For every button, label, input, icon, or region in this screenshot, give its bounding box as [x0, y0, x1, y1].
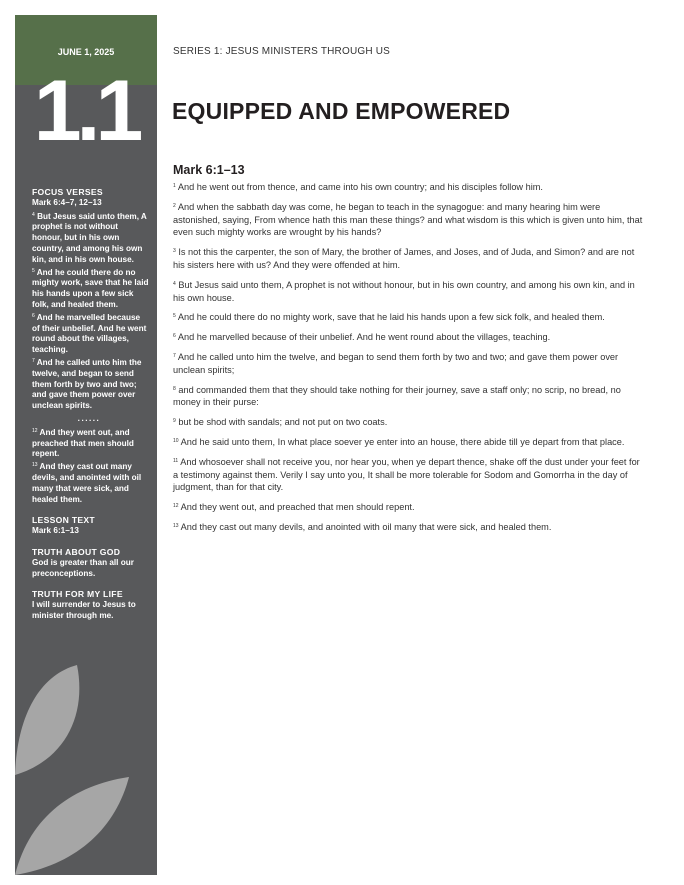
verse-number: 4 [173, 280, 176, 287]
lesson-title: EQUIPPED AND EMPOWERED [172, 98, 511, 124]
passage-verse [173, 350, 643, 377]
verse-number: 2 [173, 202, 176, 209]
lesson-number: 1.1 [33, 63, 139, 159]
verse-number: 7 [32, 357, 35, 364]
verse-separator: ...... [77, 413, 101, 423]
verse-text: Is not this the carpenter, the son of Mary, the brother of James, and Joses, and of Juda, and Simon? and are not his sisters here with us? And they were offended at him. [173, 247, 635, 270]
passage-verse [173, 500, 643, 514]
verse-number: 5 [32, 267, 35, 274]
verse-number: 6 [173, 333, 176, 340]
verse-text: And they cast out many devils, and anointed with oil many that were sick, and healed them. [180, 521, 552, 532]
truth-for-my-life-heading: TRUTH FOR MY LIFE [32, 589, 123, 600]
passage-verse [173, 200, 643, 239]
verse-number: 7 [173, 352, 176, 359]
verse-text: but be shod with sandals; and not put on two coats. [178, 417, 388, 428]
verse-text: And when the sabbath day was come, he began to teach in the synagogue: and many hearing him were astonished, saying, From whence hath this man these things? and what wisdom is this which is given unto him, that even such mighty works are wrought by his hands? [173, 201, 643, 238]
verse-text: And he called unto him the twelve, and began to send them forth by two and two; and gave them power over unclean spirits; [173, 351, 619, 375]
verse-text: And he said unto them, In what place soever ye enter into an house, there abide till ye depart from that place. [180, 436, 625, 447]
passage-verse [173, 330, 643, 344]
verse-text: And whosoever shall not receive you, nor hear you, when ye depart thence, shake off the dust under your feet for a testimony against them. Verily I say unto you, It shall be more tolerable for Sodom and Gomorrha in the day of judgment, than for that city. [173, 456, 640, 493]
passage-verse [173, 310, 643, 324]
verse-number: 12 [173, 503, 179, 510]
verse-number: 9 [173, 418, 176, 425]
verse-text: And he went out from thence, and came into his own country; and his disciples follow him. [177, 182, 543, 192]
verse-text: And he could there do no mighty work, save that he laid his hands upon a few sick folk, and healed them. [32, 267, 149, 309]
verse-number: 1 [173, 183, 176, 189]
verse-text: And he called unto him the twelve, and began to send them forth by two and two; and gave them power over unclean spirits. [32, 357, 142, 411]
truth-for-my-life-text: I will surrender to Jesus to minister through me. [32, 600, 136, 620]
verse-text: But Jesus said unto them, A prophet is not without honour, but in his own country, and among his own kin, and in his own house. [173, 279, 635, 303]
verse-number: 8 [173, 385, 176, 392]
leaf-decoration-icon [15, 15, 157, 875]
verse-text: And he marvelled because of their unbelief. And he went round about the villages, teaching. [32, 312, 147, 355]
focus-verses-reference: Mark 6:4–7, 12–13 [32, 197, 102, 207]
passage-verse [173, 278, 643, 305]
verse-text: And he could there do no mighty work, save that he laid his hands upon a few sick folk, and healed them. [177, 312, 605, 323]
verse-number: 13 [173, 522, 179, 529]
sidebar [15, 15, 157, 875]
verse-text: and commanded them that they should take nothing for their journey, save a staff only; no scrip, no bread, no money in their purse: [173, 384, 621, 408]
verse-number: 13 [32, 462, 38, 469]
verse-text: And they went out, and preached that men should repent. [180, 502, 415, 513]
verse-text: And he marvelled because of their unbelief. And he went round about the villages, teaching. [177, 332, 551, 343]
verse-number: 11 [173, 457, 179, 464]
verse-number: 4 [32, 211, 35, 218]
focus-verses-heading: FOCUS VERSES [32, 187, 103, 197]
passage-verse [173, 455, 643, 494]
lesson-text-reference: Mark 6:1–13 [32, 526, 79, 536]
truth-about-god-heading: TRUTH ABOUT GOD [32, 546, 121, 557]
passage-verse [173, 520, 643, 534]
passage-verse [173, 383, 643, 410]
lesson-date: JUNE 1, 2025 [57, 47, 115, 57]
passage-verses [173, 180, 643, 540]
series-title: SERIES 1: JESUS MINISTERS THROUGH US [173, 46, 391, 57]
passage-verse [173, 435, 643, 449]
verse-number: 10 [173, 437, 179, 444]
verse-number: 3 [173, 248, 176, 255]
verse-number: 6 [32, 312, 35, 319]
passage-verse [173, 245, 643, 272]
verse-number: 5 [173, 313, 176, 320]
passage-reference: Mark 6:1–13 [173, 163, 245, 177]
verse-text: But Jesus said unto them, A prophet is not without honour, but in his own country, and among his own kin, and in his own house. [32, 211, 147, 264]
lesson-text-heading: LESSON TEXT [32, 515, 95, 526]
verse-number: 12 [32, 427, 38, 434]
verse-text: And they cast out many devils, and anointed with oil many that were sick, and healed them. [32, 462, 142, 504]
truth-about-god-text: God is greater than all our preconceptions. [32, 557, 134, 578]
passage-verse [173, 180, 643, 194]
passage-verse [173, 415, 643, 429]
verse-text: And they went out, and preached that men should repent. [32, 427, 134, 459]
